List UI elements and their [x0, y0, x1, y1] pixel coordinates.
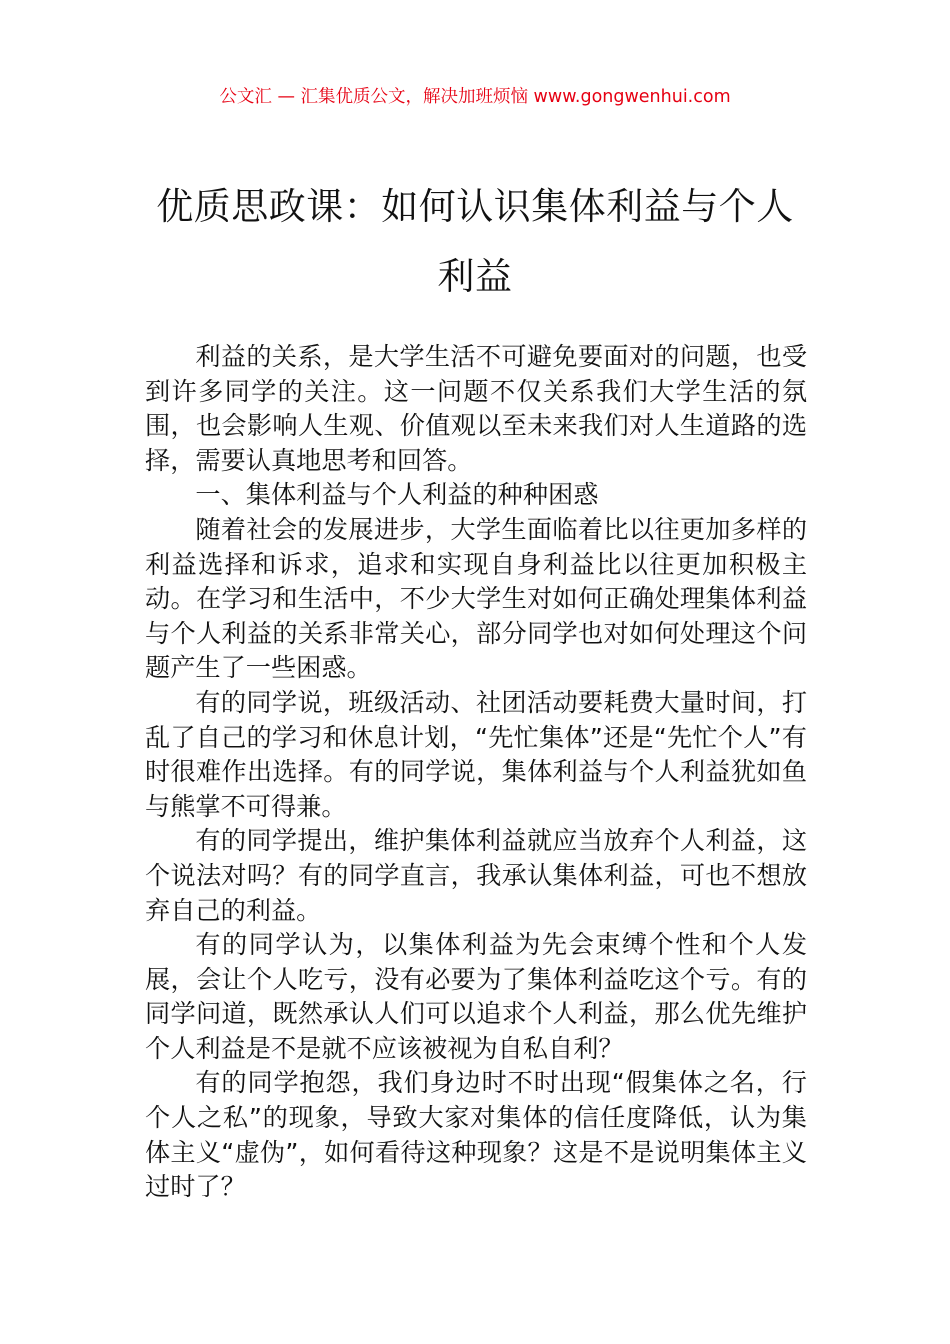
document-title: 优质思政课：如何认识集体利益与个人利益 [156, 185, 794, 298]
site-banner: 公文汇 — 汇集优质公文，解决加班烦恼 www.gongwenhui.com [219, 87, 731, 107]
intro-paragraph: 利益的关系，是大学生活不可避免要面对的问题，也受到许多同学的关注。这一问题不仅关系我们大学生活的氛围，也会影响人生观、价值观以至未来我们对人生道路的选择，需要认真地思考和回答。 [145, 342, 807, 475]
body-paragraph: 有的同学提出，维护集体利益就应当放弃个人利益，这个说法对吗？有的同学直言，我承认集体利益，可也不想放弃自己的利益。 [145, 826, 807, 925]
section-heading: 一、集体利益与个人利益的种种困惑 [195, 480, 599, 510]
document-body [145, 340, 807, 1205]
body-paragraph: 有的同学认为，以集体利益为先会束缚个性和个人发展，会让个人吃亏，没有必要为了集体利益吃这个亏。有的同学问道，既然承认人们可以追求个人利益，那么优先维护个人利益是不是就不应该被视为自私自利？ [145, 930, 807, 1063]
body-paragraph: 有的同学说，班级活动、社团活动要耗费大量时间，打乱了自己的学习和休息计划，“先忙集体”还是“先忙个人”有时很难作出选择。有的同学说，集体利益与个人利益犹如鱼与熊掌不可得兼。 [145, 687, 807, 821]
body-paragraph: 有的同学抱怨，我们身边时不时出现“假集体之名，行个人之私”的现象，导致大家对集体的信任度降低，认为集体主义“虚伪”，如何看待这种现象？这是不是说明集体主义过时了？ [145, 1068, 807, 1202]
body-paragraph: 随着社会的发展进步，大学生面临着比以往更加多样的利益选择和诉求，追求和实现自身利益比以往更加积极主动。在学习和生活中，不少大学生对如何正确处理集体利益与个人利益的关系非常关心，部分同学也对如何处理这个问题产生了一些困惑。 [145, 514, 807, 683]
